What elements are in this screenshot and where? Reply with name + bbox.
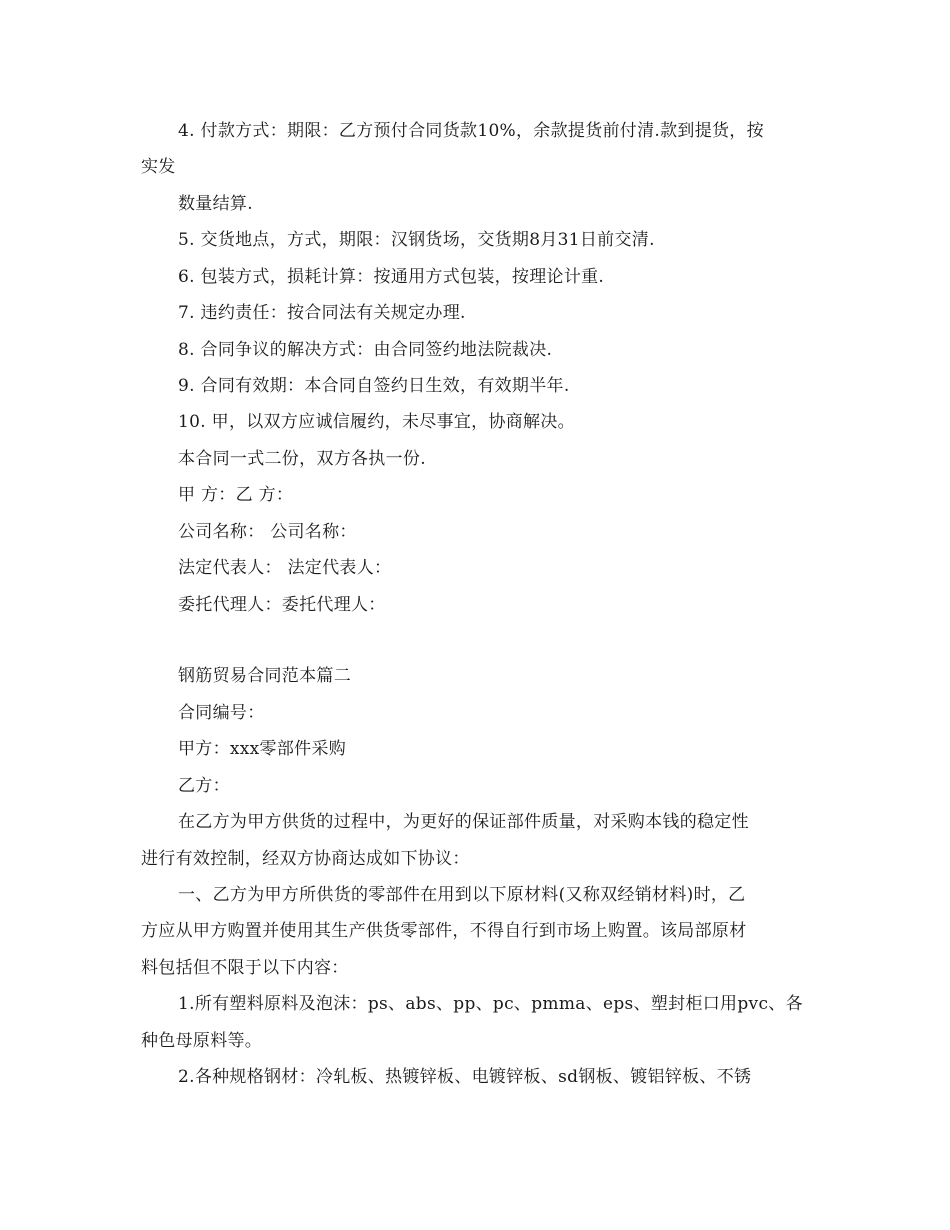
text-line: 公司名称： 公司名称：	[178, 522, 357, 542]
text-line: 乙方：	[178, 776, 230, 796]
text-line: 7. 违约责任：按合同法有关规定办理.	[178, 303, 466, 323]
text-line: 甲方：xxx零部件采购	[178, 739, 347, 759]
text-line: 在乙方为甲方供货的过程中，为更好的保证部件质量，对采购本钱的稳定性	[178, 812, 749, 832]
text-line: 法定代表人： 法定代表人：	[178, 558, 392, 578]
text-line: 合同编号：	[178, 703, 265, 723]
section-heading: 钢筋贸易合同范本篇二	[178, 666, 351, 686]
text-line: 1.所有塑料原料及泡沫：ps、abs、pp、pc、pmma、eps、塑封柜口用pvc、各	[178, 994, 803, 1014]
text-line: 4. 付款方式：期限：乙方预付合同货款10%，余款提货前付清.款到提货，按	[178, 121, 764, 141]
text-line: 种色母原料等。	[141, 1031, 263, 1051]
text-line: 6. 包装方式，损耗计算：按通用方式包装，按理论计重.	[178, 267, 605, 287]
text-line: 料包括但不限于以下内容：	[141, 958, 349, 978]
text-line: 5. 交货地点，方式，期限：汉钢货场，交货期8月31日前交清.	[178, 230, 655, 250]
text-line: 委托代理人：委托代理人：	[178, 595, 386, 615]
text-line: 9. 合同有效期：本合同自签约日生效，有效期半年.	[178, 376, 570, 396]
text-line: 10. 甲，以双方应诚信履约，未尽事宜，协商解决。	[178, 412, 575, 432]
text-line: 8. 合同争议的解决方式：由合同签约地法院裁决.	[178, 340, 553, 360]
text-line: 本合同一式二份，双方各执一份.	[178, 449, 426, 469]
text-line: 进行有效控制，经双方协商达成如下协议：	[141, 849, 470, 869]
text-line: 方应从甲方购置并使用其生产供货零部件，不得自行到市场上购置。该局部原材	[141, 921, 747, 941]
text-line: 一、乙方为甲方所供货的零部件在用到以下原材料(又称双经销材料)时，乙	[178, 885, 746, 905]
text-line: 实发	[141, 157, 176, 177]
text-line: 2.各种规格钢材：冷轧板、热镀锌板、电镀锌板、sd钢板、镀铝锌板、不锈	[178, 1067, 752, 1087]
text-line: 数量结算.	[178, 194, 253, 214]
text-line: 甲 方：乙 方：	[178, 485, 294, 505]
